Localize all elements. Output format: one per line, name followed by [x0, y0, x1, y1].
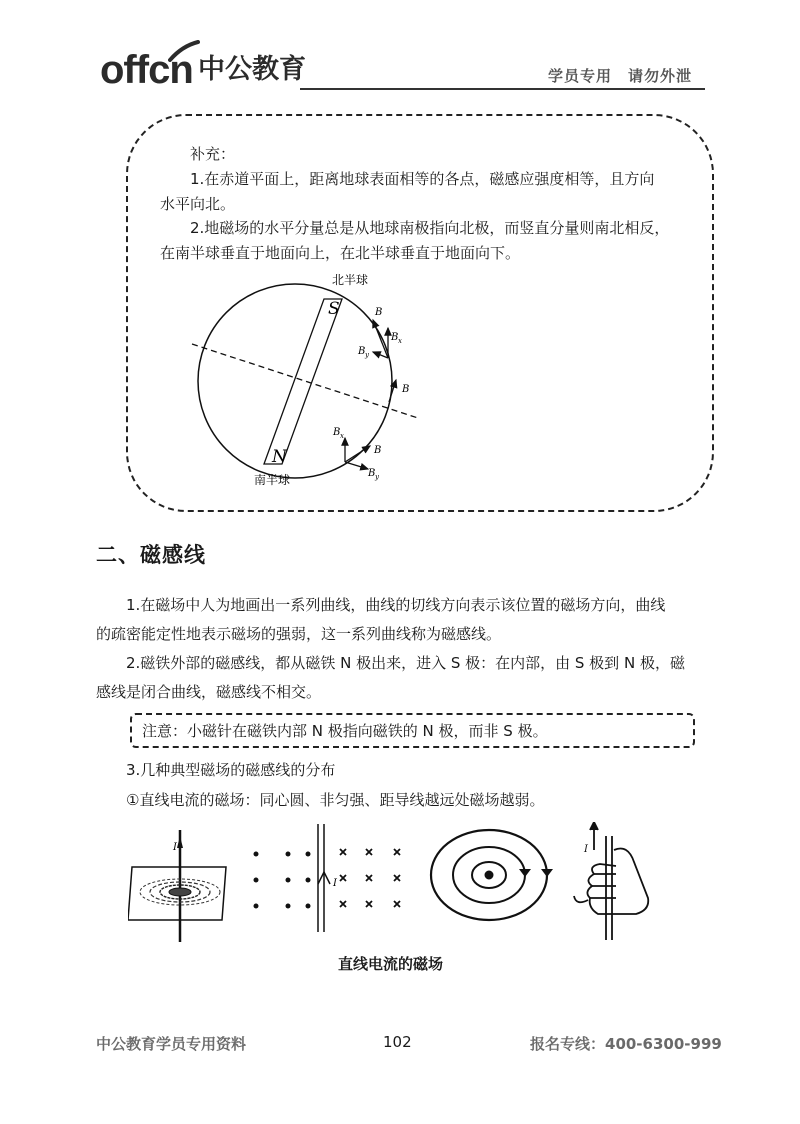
page-number: 102 [383, 1033, 412, 1051]
supplement-item1-line1: 1.在赤道平面上，距离地球表面相等的各点，磁感应强度相等，且方向 [190, 170, 655, 188]
north-by-sub: y [365, 351, 369, 359]
logo-swoosh-icon [168, 40, 200, 62]
supplement-item2-line2: 在南半球垂直于地面向上，在北半球垂直于地面向下。 [160, 244, 521, 262]
para2-line1: 2.磁铁外部的磁感线，都从磁铁 N 极出来，进入 S 极：在内部，由 S 极到 N 极，磁 [126, 654, 685, 672]
right-hand-rule-figure [574, 822, 648, 940]
north-bx-sub: x [398, 337, 402, 345]
straight-current-figures [128, 822, 668, 947]
south-hemisphere-label: 南半球 [254, 473, 291, 487]
note-text: 注意：小磁针在磁铁内部 N 极指向磁铁的 N 极，而非 S 极。 [142, 722, 548, 740]
current-label-1: I [173, 842, 177, 853]
north-bx-label: B [391, 332, 399, 343]
para1-line2: 的疏密能定性地表示磁场的强弱，这一系列曲线称为磁感线。 [96, 625, 502, 643]
south-bx-label: B [333, 427, 341, 438]
south-by-label: B [368, 468, 376, 479]
south-by-sub: y [375, 473, 379, 481]
header-notice: 学员专用 请勿外泄 [548, 67, 693, 85]
equator-b-label: B [402, 384, 410, 395]
figure-caption: 直线电流的磁场 [338, 955, 444, 973]
header-divider [300, 88, 705, 90]
footer-hotline: 报名专线：400-6300-999 [530, 1035, 722, 1053]
para3: 3.几种典型磁场的磁感线的分布 [126, 761, 336, 779]
para1-line1: 1.在磁场中人为地画出一系列曲线，曲线的切线方向表示该位置的磁场方向，曲线 [126, 596, 666, 614]
north-b-label: B [375, 307, 383, 318]
dots-and-crosses-figure [254, 824, 401, 932]
footer-left: 中公教育学员专用资料 [96, 1035, 247, 1053]
brand-name: 中公教育 [198, 54, 306, 85]
section-heading: 二、磁感线 [96, 543, 206, 567]
current-label-4: I [584, 844, 588, 855]
current-label-2: I [333, 878, 337, 889]
para4: ①直线电流的磁场：同心圆、非匀强、距导线越远处磁场越弱。 [126, 791, 545, 809]
pole-n-label: N [272, 447, 287, 467]
south-b-label: B [374, 445, 382, 456]
earth-magnetic-field-diagram [180, 268, 440, 498]
south-b-arrow [345, 446, 370, 462]
filings-figure [128, 830, 226, 942]
supplement-item2-line1: 2.地磁场的水平分量总是从地球南极指向北极，而竖直分量则南北相反， [190, 219, 670, 237]
para2-line2: 感线是闭合曲线，磁感线不相交。 [96, 683, 322, 701]
pole-s-label: S [328, 299, 340, 319]
supplement-item1-line2: 水平向北。 [160, 195, 236, 213]
equator-dashed-line [192, 344, 418, 418]
supplement-title: 补充： [190, 145, 236, 163]
south-bx-sub: x [340, 432, 344, 440]
south-by-arrow [345, 462, 368, 469]
north-by-label: B [358, 346, 366, 357]
earth-circle [198, 284, 392, 478]
offcn-logo-text: offcn [100, 48, 193, 92]
north-hemisphere-label: 北半球 [332, 273, 369, 287]
concentric-circles-figure [431, 830, 553, 920]
bar-magnet [264, 299, 342, 464]
